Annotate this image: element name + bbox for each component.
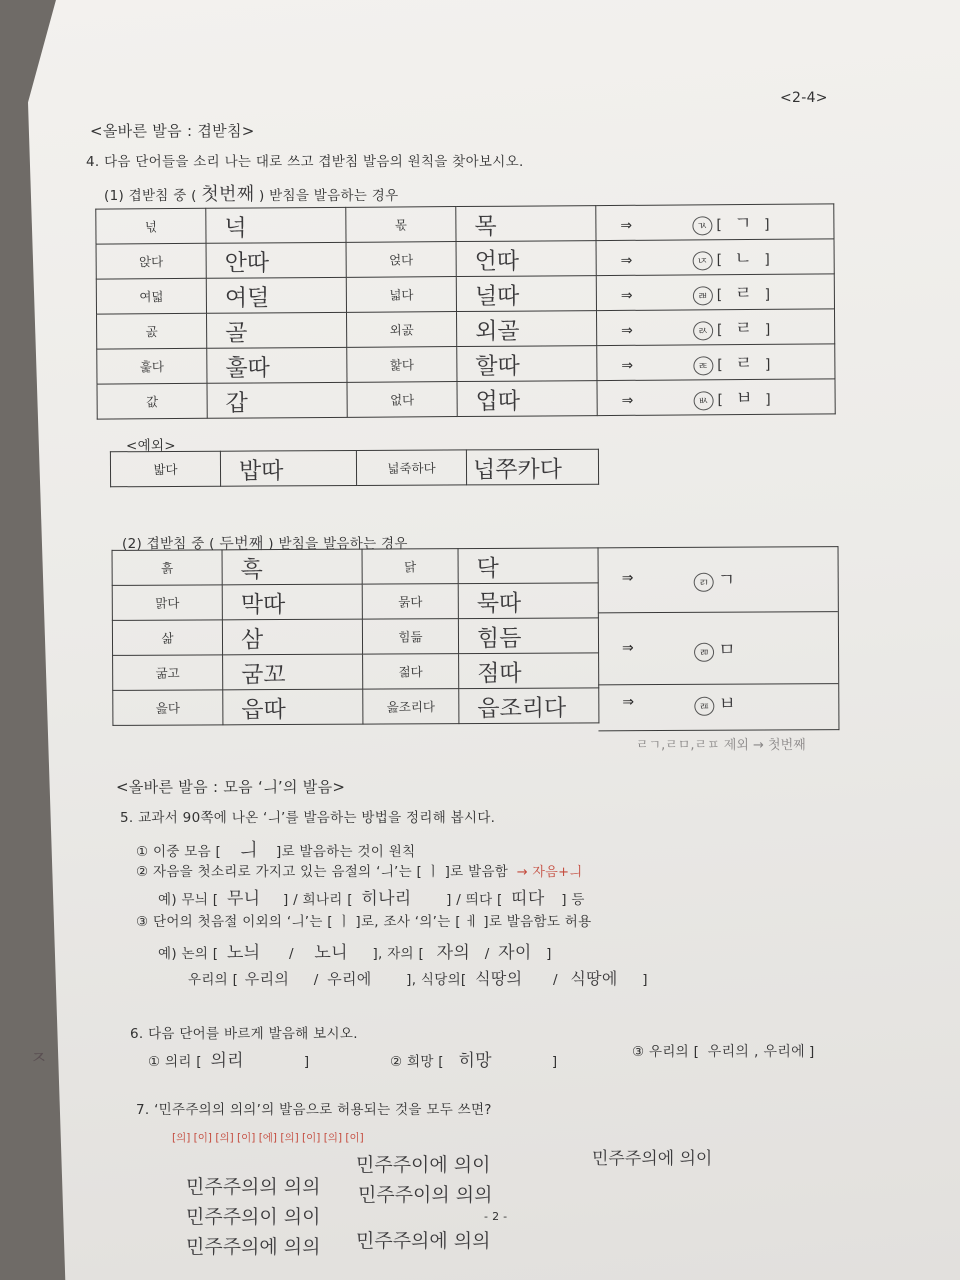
table-row (113, 688, 599, 726)
cluster-word: 흙 (112, 550, 222, 586)
rule-column (598, 546, 840, 731)
rule-circle: ㄻ (694, 643, 714, 662)
pronunciation-answer: 묵따 (458, 583, 598, 619)
table-second-consonant-wrap (112, 546, 841, 736)
table-row (113, 653, 599, 691)
ex3-answer-3: 자의 (436, 943, 471, 963)
rule-circle: ㄾ (693, 356, 713, 375)
rule-circle: ㄳ (692, 216, 712, 235)
q7-extra-answer: 민주주의에 의이 (592, 1149, 713, 1169)
table-row (96, 204, 834, 244)
question-6: 6. 다음 단어를 바르게 발음해 보시오. (130, 1026, 358, 1042)
rule-cell: ⇒ ㄵ [ ㄴ ] (596, 239, 834, 276)
pronunciation-answer: 할따 (457, 346, 597, 382)
q7-answer-6: 민주주의에 의의 (356, 1230, 491, 1252)
q6-item-1-answer: 의리 (210, 1051, 244, 1071)
ex4-mid: ], 식당의[ (406, 972, 467, 988)
ex3-pre: 예) 논의 [ (158, 946, 219, 962)
table-row (112, 548, 598, 586)
arrow-icon: ⇒ (621, 392, 634, 409)
ex2-answer-1: 무니 (226, 889, 261, 909)
cluster-word: 앉다 (96, 243, 206, 279)
ex4-answer-1: 우리의 (244, 970, 290, 988)
rule-answer: ㄹ (734, 317, 753, 340)
pronunciation-answer: 훌따 (207, 347, 347, 383)
cluster-word: 넋 (96, 208, 206, 244)
rule-answer: ㅁ (718, 639, 736, 661)
cluster-word: 없다 (347, 382, 457, 418)
rule-answer: ㅂ (718, 693, 736, 715)
cluster-word: 묽다 (362, 584, 458, 620)
ex4-answer-4: 식땅에 (570, 969, 618, 988)
arrow-icon: ⇒ (621, 357, 634, 374)
pronunciation-answer: 널따 (456, 276, 596, 312)
table-first-consonant (95, 203, 835, 419)
part2-before: (2) 겹받침 중 ( (122, 536, 215, 552)
table-row (112, 618, 598, 656)
cluster-word: 삶 (112, 620, 222, 656)
rule2-text: ② 자음을 첫소리로 가지고 있는 음절의 ‘ㅢ’는 [ ㅣ ]로 발음함 (136, 864, 509, 880)
q6-item-2-label: ② 희망 [ (390, 1054, 444, 1070)
rule-circle: ㄺ (694, 573, 714, 592)
ex2-mid-1: ] / 희나리 [ (282, 892, 353, 908)
ex2-post: ] 등 (561, 892, 585, 908)
part2-after: ) 받침을 발음하는 경우 (268, 536, 408, 552)
rule-circle: ㄽ (693, 321, 713, 340)
pronunciation-answer: 닥 (458, 548, 598, 584)
q7-red-annotations: [의] [이] [의] [이] [에] [의] [이] [의] [이] (172, 1132, 364, 1144)
side-note: ㄹㄱ,ㄹㅁ,ㄹㅍ 제외 → 첫번째 (636, 738, 806, 753)
ex3-answer-1: 노늬 (226, 943, 261, 963)
rule1-pre: ① 이중 모음 [ (136, 844, 222, 860)
q6-item-3-label: ③ 우리의 [ (632, 1044, 700, 1060)
table-second-consonant (112, 547, 600, 726)
rule-1-line (136, 836, 415, 862)
q7-answer-3: 민주주의이 의이 (186, 1206, 321, 1228)
q7-answer-5: 민주주의에 의의 (186, 1236, 321, 1258)
exception-label: <예외> (126, 438, 176, 454)
ex4-pre: 우리의 [ (188, 972, 239, 988)
q6-item-1: ① 의리 [ 의리 ] (148, 1051, 310, 1071)
rule-cell: ⇒ ㄽ [ ㄹ ] (596, 309, 834, 346)
table-row (97, 379, 835, 419)
arrow-icon: ⇒ (620, 252, 633, 269)
part1-after: ) 받침을 발음하는 경우 (259, 188, 399, 204)
question-7: 7. ‘민주주의의 의의’의 발음으로 허용되는 것을 모두 쓰면? (136, 1102, 492, 1118)
exception-answer-2: 넙쭈카다 (466, 449, 598, 485)
ex2-pre: 예) 무늬 [ (158, 892, 219, 908)
table-row (96, 274, 834, 314)
table-row (112, 583, 598, 621)
rule-circle: ㅄ (693, 391, 713, 410)
arrow-icon: ⇒ (620, 287, 633, 304)
question-4: 4. 다음 단어들을 소리 나는 대로 쓰고 겹받침 발음의 원칙을 찾아보시오. (86, 154, 524, 170)
ex3-answer-2: 노니 (314, 943, 348, 963)
exception-answer-1: 밥따 (220, 450, 356, 486)
rule-divider (598, 611, 838, 613)
rule-answer: ㄱ (734, 213, 752, 235)
cluster-word: 훑다 (97, 348, 207, 384)
rule-1 (694, 566, 736, 592)
cluster-word: 굶고 (113, 655, 223, 691)
example-4-line: 우리의 [ 우리의 / 우리에 ], 식당의[ 식땅의 / 식땅에 ] (188, 969, 648, 988)
ex4-answer-3: 식땅의 (475, 969, 523, 988)
arrow-icon: ⇒ (620, 217, 633, 234)
pronunciation-answer: 굼꼬 (223, 654, 363, 690)
q6-item-2-answer: 히망 (458, 1051, 492, 1071)
section-title-consonant-clusters: <올바른 발음 : 겹받침> (90, 122, 255, 140)
rule-circle: ㄿ (694, 697, 714, 716)
pronunciation-answer: 삼 (222, 619, 362, 655)
rule-cell: ⇒ ㄼ [ ㄹ ] (596, 274, 834, 311)
rule-cell: ⇒ ㄳ [ ㄱ ] (596, 204, 834, 241)
cluster-word: 힘듦 (362, 619, 458, 655)
table-row (97, 344, 835, 384)
page-code: <2-4> (780, 90, 828, 106)
margin-mark: ㅈ (30, 1048, 48, 1069)
rule-answer: ㅂ (735, 387, 753, 410)
cluster-word: 외곬 (347, 312, 457, 348)
table-row (97, 309, 835, 349)
part1-heading (104, 180, 398, 206)
pronunciation-answer: 힘듬 (458, 618, 598, 654)
section-title-vowel: <올바른 발음 : 모음 ‘ㅢ’의 발음> (116, 778, 346, 796)
cluster-word: 얹다 (346, 242, 456, 278)
pronunciation-answer: 골 (207, 312, 347, 348)
q7-answer-1: 민주주의의 의의 (186, 1176, 321, 1198)
cluster-word: 곬 (97, 313, 207, 349)
rule-answer: ㄴ (734, 247, 752, 270)
rule2-note: → 자음+ㅢ (516, 865, 583, 880)
pronunciation-answer: 읍조리다 (459, 688, 599, 724)
pronunciation-answer: 갑 (207, 382, 347, 418)
ex2-mid-2: ] / 띄다 [ (446, 892, 503, 908)
pronunciation-answer: 점따 (459, 653, 599, 689)
ex4-answer-2: 우리에 (327, 970, 372, 988)
rule-circle: ㄼ (693, 286, 713, 305)
arrow-icon: ⇒ (621, 570, 634, 587)
pronunciation-answer: 안따 (206, 242, 346, 278)
cluster-word: 핥다 (347, 347, 457, 383)
table-row (110, 449, 598, 487)
pronunciation-answer: 막따 (222, 584, 362, 620)
cluster-word: 읊조리다 (363, 689, 459, 725)
pronunciation-answer: 흑 (222, 549, 362, 585)
ex2-answer-2: 히나리 (361, 889, 412, 909)
q6-item-1-label: ① 의리 [ (148, 1054, 202, 1070)
pronunciation-answer: 읍따 (223, 689, 363, 725)
question-5: 5. 교과서 90쪽에 나온 ‘ㅢ’를 발음하는 방법을 정리해 봅시다. (120, 810, 496, 826)
rule-cell: ⇒ ㄾ [ ㄹ ] (597, 344, 835, 381)
pronunciation-answer: 여덜 (206, 277, 346, 313)
arrow-icon: ⇒ (621, 322, 633, 339)
q6-item-3-answer: 우리의 , 우리에 (707, 1044, 805, 1060)
rule-3 (694, 690, 736, 716)
exception-word-1: 밟다 (110, 451, 220, 487)
cluster-word: 젊다 (363, 654, 459, 690)
cluster-word: 읊다 (113, 690, 223, 726)
table-row (96, 239, 834, 279)
ex3-mid: ], 자의 [ (372, 946, 425, 962)
rule-answer: ㄱ (717, 569, 736, 591)
rule1-answer: ㅢ (239, 840, 258, 861)
ex2-answer-3: 띠다 (511, 889, 545, 909)
cluster-word: 맑다 (112, 585, 222, 621)
q7-answer-4: 민주주이의 의의 (358, 1184, 493, 1206)
cluster-word: 여덟 (96, 278, 206, 314)
part1-answer: 첫번째 (201, 184, 255, 205)
cluster-word: 닭 (362, 549, 458, 585)
q6-item-3: ③ 우리의 [ 우리의 , 우리에 ] (632, 1044, 815, 1060)
rule-divider (598, 683, 838, 685)
pronunciation-answer: 언따 (456, 241, 596, 277)
rule-3-line: ③ 단어의 첫음절 이외의 ‘ㅢ’는 [ ㅣ ]로, 조사 ‘의’는 [ ㅔ ]로 발음함도 허용 (136, 914, 592, 930)
q7-answer-2: 민주주이에 의이 (356, 1154, 491, 1176)
ex3-answer-4: 자이 (498, 943, 532, 963)
rule-answer: ㄹ (735, 352, 753, 375)
arrow-icon: ⇒ (622, 694, 635, 711)
cluster-word: 값 (97, 383, 207, 419)
example-3-line: 예) 논의 [ 노늬 / 노니 ], 자의 [ 자의 / 자이 ] (158, 943, 552, 963)
pronunciation-answer: 외골 (457, 311, 597, 347)
exception-word-2: 넓죽하다 (356, 450, 466, 486)
rule-answer: ㄹ (734, 282, 753, 305)
rule-2-line (136, 860, 582, 880)
page-number: - 2 - (484, 1210, 508, 1223)
part2-answer: 두번째 (219, 534, 264, 552)
pronunciation-answer: 넉 (206, 207, 346, 243)
rule-cell: ⇒ ㅄ [ ㅂ ] (597, 379, 835, 416)
rule-2 (694, 636, 736, 662)
cluster-word: 몫 (346, 207, 456, 243)
arrow-icon: ⇒ (621, 640, 634, 657)
example-2-line (158, 884, 585, 909)
table-exception (110, 449, 599, 488)
pronunciation-answer: 업따 (457, 381, 597, 417)
pronunciation-answer: 목 (456, 206, 596, 242)
cluster-word: 넓다 (346, 277, 456, 313)
rule-circle: ㄵ (692, 251, 712, 270)
rule1-post: ]로 발음하는 것이 원칙 (276, 844, 416, 860)
q6-item-2: ② 희망 [ 히망 ] (390, 1051, 558, 1071)
part1-before: (1) 겹받침 중 ( (104, 188, 197, 204)
